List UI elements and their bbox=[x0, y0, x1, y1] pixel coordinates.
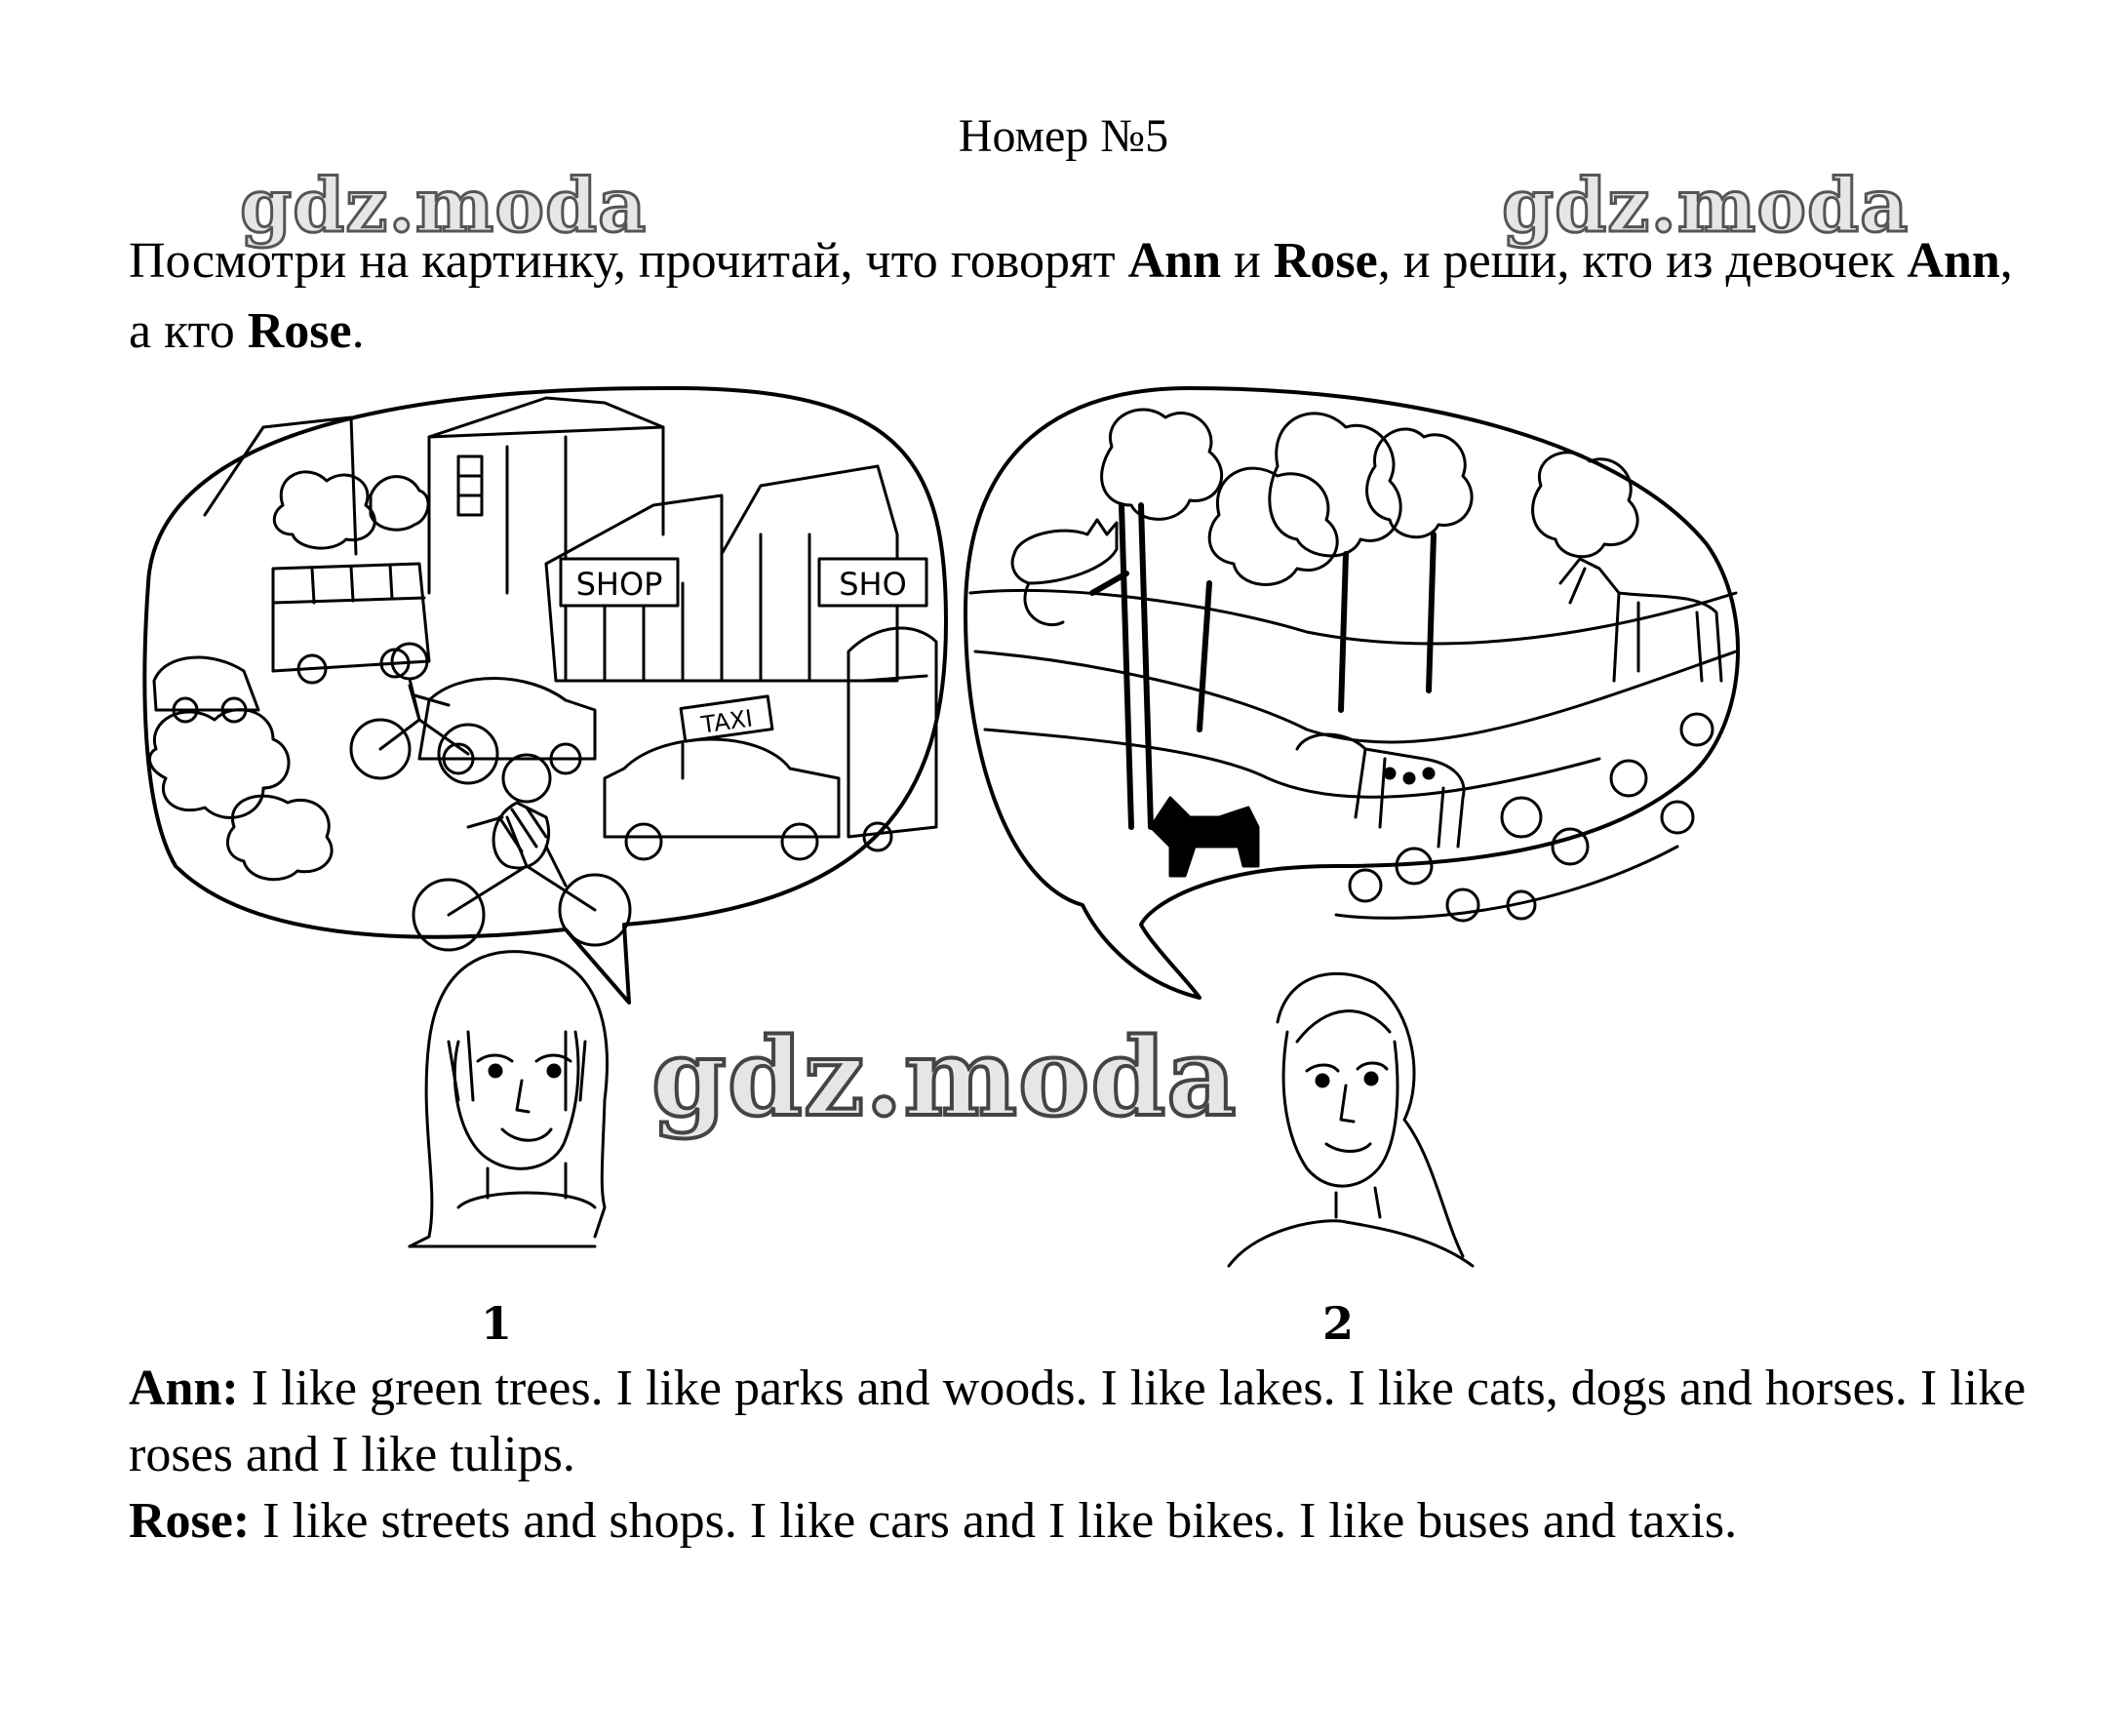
instruction-text: , а кто bbox=[129, 233, 2013, 359]
girl-2-number: 2 bbox=[1322, 1297, 1355, 1350]
page-title: Номер №5 bbox=[958, 110, 1169, 162]
girl-1-number: 1 bbox=[481, 1297, 513, 1350]
speaker-rose: Rose: bbox=[129, 1493, 251, 1549]
speech-bubbles-illustration bbox=[137, 359, 1755, 1363]
name-rose: Rose bbox=[1273, 233, 1378, 289]
taxi-sign: TAXI bbox=[699, 704, 755, 739]
instruction-text: , и реши, кто из девочек bbox=[1377, 233, 1908, 289]
task-instruction bbox=[129, 226, 2040, 367]
watermark: gdz.moda bbox=[1502, 162, 1910, 249]
speaker-ann: Ann: bbox=[129, 1361, 239, 1416]
dialogue-line-rose bbox=[129, 1488, 2040, 1555]
instruction-text: . bbox=[351, 303, 365, 359]
watermark: gdz.moda bbox=[240, 162, 648, 249]
city-bubble bbox=[144, 388, 946, 1003]
name-ann: Ann bbox=[1127, 233, 1222, 289]
girl-2-portrait bbox=[1229, 973, 1473, 1266]
line-text: I like green trees. I like parks and woods. I like lakes. I like cats, dogs and horses. I like roses and I like tulips. bbox=[129, 1361, 2027, 1482]
dialogue-block bbox=[129, 1356, 2040, 1555]
girl-1-portrait bbox=[410, 952, 607, 1246]
instruction-text: Посмотри на картинку, прочитай, что говорят bbox=[129, 233, 1128, 289]
shop-sign: SHOP bbox=[575, 566, 663, 603]
watermark: gdz.moda bbox=[651, 1014, 1238, 1140]
dialogue-line-ann bbox=[129, 1356, 2040, 1488]
shop-sign: SHO bbox=[839, 566, 907, 603]
instruction-text: и bbox=[1221, 233, 1274, 289]
name-rose: Rose bbox=[247, 303, 352, 359]
name-ann: Ann bbox=[1907, 233, 2000, 289]
nature-bubble bbox=[965, 388, 1738, 998]
line-text: I like streets and shops. I like cars and I like bikes. I like buses and taxis. bbox=[250, 1493, 1738, 1549]
